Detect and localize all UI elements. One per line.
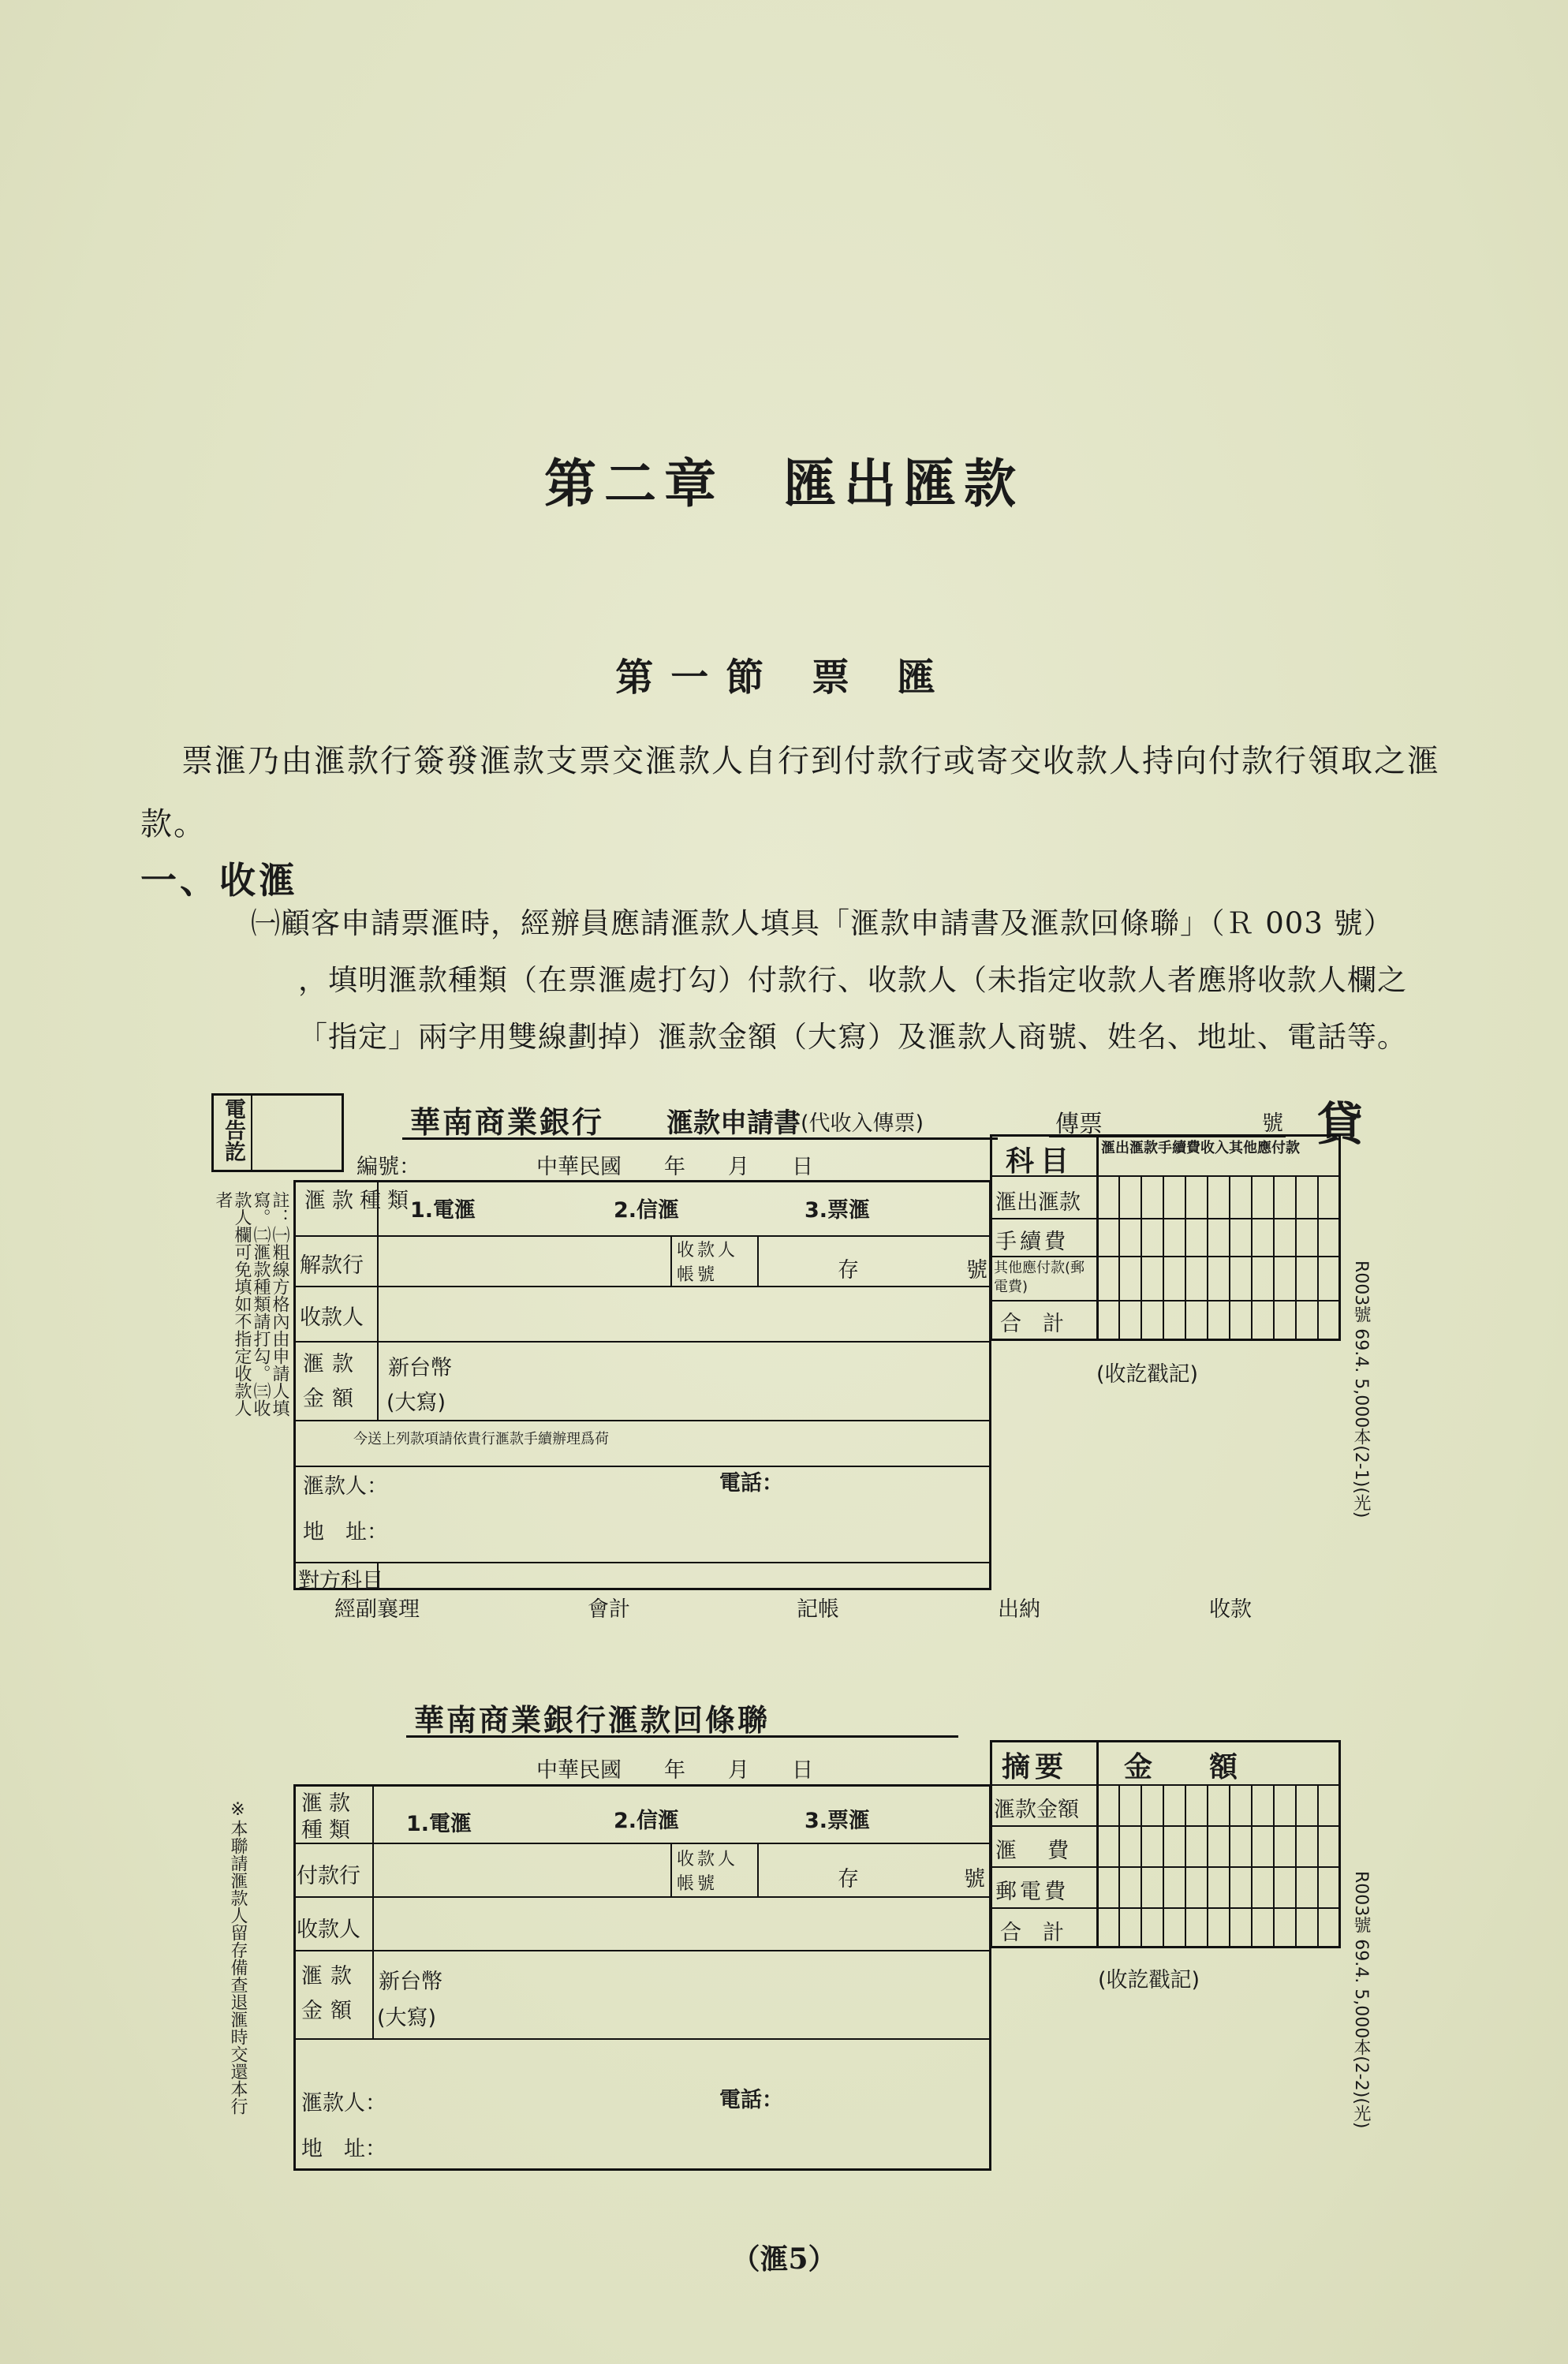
- serial-label: 編號：: [357, 1155, 420, 1179]
- receipt-stamp: (收訖戳記): [1096, 1362, 1199, 1387]
- receipt-capital-label: (大寫): [377, 2006, 437, 2030]
- payee-account-label: 收款人帳號: [677, 1241, 739, 1285]
- remitter-label: 滙款人：: [303, 1474, 388, 1499]
- heading-receive: 一、收滙: [140, 859, 298, 902]
- receipt-number-label: 號: [964, 1867, 985, 1892]
- chapter-title: 第二章 匯出匯款: [544, 453, 1024, 514]
- voucher-number-suffix: 號: [1262, 1111, 1283, 1136]
- receipt-form-code: R003號 69.4. 5,000本(2-2)(光): [1351, 1871, 1371, 2129]
- form-code: R003號 69.4. 5,000本(2-1)(光): [1351, 1260, 1371, 1518]
- option-mail[interactable]: 2.信滙: [614, 1198, 680, 1223]
- section-title: 第一節 票 匯: [615, 655, 953, 700]
- receipt-remit-type-label: 滙款種類: [301, 1791, 357, 1843]
- capital-label: (大寫): [386, 1391, 446, 1415]
- amount-header: 金 額: [1124, 1751, 1238, 1783]
- receipt-title: 華南商業銀行滙款回條聯: [414, 1703, 771, 1738]
- row-outward-remit: 滙出滙款: [995, 1190, 1081, 1215]
- receipt-amount-label: 滙款金額: [301, 1964, 360, 2023]
- receipt-paying-bank-label: 付款行: [297, 1864, 360, 1888]
- receipt-note: ※本聯請滙款人留存備查退滙時交還本行: [228, 1800, 248, 2115]
- form-note: 註：㈠粗線方格內由申請人填寫。㈡滙款種類請打勾。㈢收款人欄可免填如不指定收款人者: [213, 1191, 289, 1417]
- voucher-label: 傳票: [1055, 1111, 1103, 1138]
- intro-line-1: 票滙乃由滙款行簽發滙款支票交滙款人自行到付款行或寄交收款人持向付款行領取之滙: [181, 743, 1440, 779]
- row-fee: 手續費: [995, 1230, 1069, 1254]
- paying-bank-label: 解款行: [300, 1253, 364, 1278]
- receipt-stamp: (收訖戳記): [1098, 1968, 1200, 1992]
- receipt-currency-label: 新台幣: [379, 1970, 442, 1994]
- receipt-row-amount: 滙款金額: [994, 1798, 1079, 1822]
- receipt-row-fee: 滙 費: [995, 1839, 1073, 1863]
- deposit-label: 存: [838, 1258, 859, 1283]
- summary-header: 摘要: [1002, 1751, 1069, 1783]
- currency-label: 新台幣: [388, 1356, 452, 1380]
- bank-name: 華南商業銀行: [410, 1105, 605, 1140]
- receipt-row-postage: 郵電費: [995, 1880, 1069, 1904]
- telegraphed-label: 電告訖: [221, 1098, 245, 1162]
- receipt-payee-label: 收款人: [297, 1918, 360, 1942]
- form-title: 滙款申請書: [666, 1107, 801, 1139]
- sign-accounting: 會計: [588, 1597, 630, 1622]
- request-text: 今送上列款項請依貴行滙款手續辦理爲荷: [353, 1431, 609, 1447]
- receipt-address-label: 地 址：: [301, 2137, 386, 2161]
- receipt-deposit-label: 存: [838, 1867, 859, 1892]
- sign-cashier: 出納: [998, 1597, 1040, 1622]
- receipt-option-telegraphic[interactable]: 1.電滙: [406, 1812, 472, 1836]
- counter-account-label: 對方科目: [298, 1569, 383, 1593]
- sign-receipt: 收款: [1209, 1597, 1252, 1622]
- receipt-payee-account-label: 收款人帳號: [677, 1850, 739, 1894]
- receipt-remitter-label: 滙款人：: [301, 2091, 386, 2116]
- receipt-date-line: 中華民國 年 月 日: [536, 1758, 813, 1783]
- address-label: 地 址：: [303, 1520, 388, 1544]
- option-telegraphic[interactable]: 1.電滙: [410, 1198, 476, 1223]
- sign-manager: 經副襄理: [334, 1597, 420, 1622]
- intro-line-2: 款。: [140, 806, 207, 842]
- receipt-phone-label: 電話：: [719, 2088, 783, 2112]
- date-line: 中華民國 年 月 日: [536, 1155, 813, 1179]
- item-1-line-3: 「指定」兩字用雙線劃掉）滙款金額（大寫）及滙款人商號、姓名、地址、電話等。: [298, 1020, 1407, 1054]
- row-other-payables: 其他應付款(郵電費): [994, 1260, 1085, 1295]
- receipt-option-draft[interactable]: 3.票滙: [805, 1809, 871, 1833]
- amount-label: 滙款金額: [303, 1352, 361, 1411]
- receipt-row-total: 合 計: [1000, 1921, 1064, 1945]
- payee-label: 收款人: [300, 1305, 364, 1330]
- number-label: 號: [966, 1258, 987, 1283]
- phone-label: 電話：: [719, 1471, 783, 1496]
- accounts-columns: 滙出滙款手續費收入其他應付款: [1101, 1140, 1300, 1156]
- item-1-line-2: ，填明滙款種類（在票滙處打勾）付款行、收款人（未指定收款人者應將收款人欄之: [298, 963, 1407, 997]
- sign-bookkeeping: 記帳: [797, 1597, 839, 1622]
- item-1-line-1: ㈠顧客申請票滙時，經辦員應請滙款人填具「滙款申請書及滙款回條聯」（Ｒ 003 號）: [251, 906, 1394, 940]
- row-total: 合 計: [1000, 1312, 1064, 1336]
- receipt-option-mail[interactable]: 2.信滙: [614, 1809, 680, 1833]
- page-number: （滙5）: [731, 2243, 837, 2276]
- form-subtitle: (代收入傳票): [801, 1111, 924, 1136]
- accounts-header: 科目: [1006, 1145, 1076, 1178]
- credit-mark: 貸: [1317, 1097, 1364, 1151]
- option-draft[interactable]: 3.票滙: [805, 1198, 871, 1223]
- remit-type-label: 滙款種類: [304, 1189, 415, 1213]
